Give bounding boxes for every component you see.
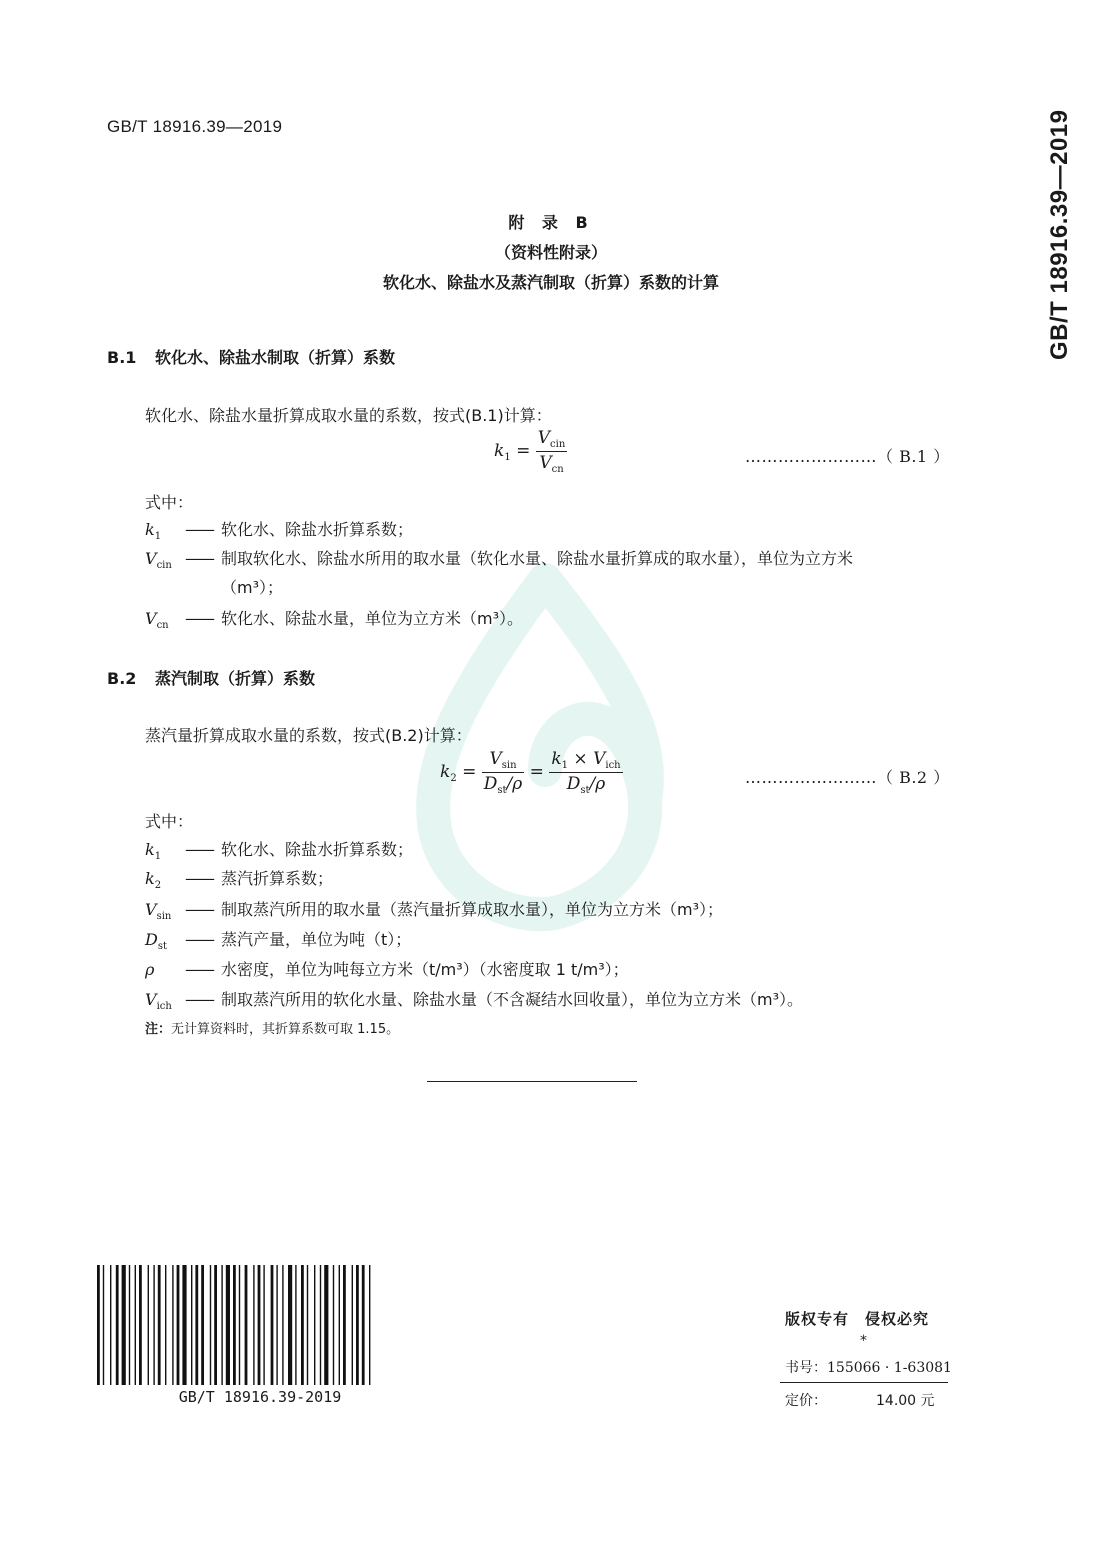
barcode-bar	[221, 1265, 222, 1385]
def-dash: ——	[185, 990, 213, 1009]
barcode-bar	[116, 1265, 119, 1385]
price-rule	[780, 1382, 948, 1383]
barcode-bar	[214, 1265, 217, 1385]
section-title: 蒸汽制取（折算）系数	[155, 669, 316, 688]
barcode-bar	[258, 1265, 261, 1385]
appendix-label: 附 录 B	[508, 213, 594, 232]
def-dash: ——	[185, 549, 213, 568]
def-symbol: ρ	[145, 960, 155, 979]
def-symbol: $k_1$	[145, 840, 162, 862]
barcode-bar	[339, 1265, 340, 1385]
barcode-bar	[110, 1265, 111, 1385]
barcode-bar	[177, 1265, 180, 1385]
barcode-bar	[320, 1265, 321, 1385]
definition-row	[145, 866, 333, 891]
def-text: 软化水、除盐水折算系数；	[221, 520, 414, 539]
def-text: 蒸汽折算系数；	[221, 869, 334, 888]
where-label: 式中：	[145, 812, 194, 831]
barcode-bar	[362, 1265, 365, 1385]
header-code: GB/T 18916.39—2019	[107, 117, 283, 136]
barcode-bar	[276, 1265, 277, 1385]
def-text: （m³）；	[221, 578, 284, 597]
def-dash: ——	[185, 930, 213, 949]
b2-intro: 蒸汽量折算成取水量的系数，按式(B.2)计算：	[145, 726, 472, 745]
eq-var: V	[539, 453, 552, 473]
def-text: 蒸汽产量，单位为吨（t）；	[221, 930, 412, 949]
section-number: B.1	[107, 348, 137, 367]
def-dash: ——	[185, 609, 213, 628]
eq-var: D	[483, 774, 498, 794]
def-symbol: $V_{cin}$	[145, 549, 172, 571]
def-dash: ——	[185, 900, 213, 919]
barcode-bar	[201, 1265, 204, 1385]
definition-continuation	[145, 575, 283, 598]
eq-sub: cn	[551, 464, 564, 475]
def-text: 水密度，单位为吨每立方米（t/m³）（水密度取 1 t/m³）；	[221, 960, 629, 979]
copyright: 版权专有 侵权必究	[785, 1310, 930, 1328]
fraction	[549, 749, 622, 796]
barcode-bar	[122, 1265, 126, 1385]
def-symbol: $V_{cn}$	[145, 609, 169, 631]
barcode-bar	[253, 1265, 254, 1385]
barcode-number: GB/T 18916.39-2019	[178, 1388, 342, 1406]
barcode-bar	[158, 1265, 161, 1385]
equation-number-b2: ……………………（ B.2 ）	[745, 768, 950, 787]
star-mark: *	[860, 1333, 867, 1349]
barcode	[95, 1265, 425, 1385]
barcode-bar	[103, 1265, 104, 1385]
barcode-bar	[369, 1265, 370, 1385]
barcode-bar	[333, 1265, 334, 1385]
barcode-bar	[343, 1265, 346, 1385]
section-b2-heading	[107, 666, 315, 689]
eq-sub: st	[580, 785, 590, 796]
def-dash: ——	[185, 840, 213, 859]
eq-var: k	[551, 749, 562, 769]
barcode-bar	[307, 1265, 308, 1385]
def-text: 制取蒸汽所用的取水量（蒸汽量折算成取水量），单位为立方米（m³）；	[221, 900, 724, 919]
definition-row	[145, 957, 629, 982]
end-rule	[427, 1081, 637, 1082]
eq-var: /ρ	[589, 774, 606, 794]
equation-b2: $k_2$ = $\frac{V_{sin}}{D_{st}/\rho}$ = $\frac{k_1 \times V_{ich}}{D_{st}/\rho}$	[440, 749, 621, 796]
barcode-bar	[153, 1265, 154, 1385]
barcode-bar	[295, 1265, 296, 1385]
barcode-bar	[195, 1265, 198, 1385]
barcode-bar	[263, 1265, 264, 1385]
barcode-bar	[352, 1265, 353, 1385]
barcode-bar	[324, 1265, 328, 1385]
eq-sub: st	[497, 785, 507, 796]
eq-var: /ρ	[506, 774, 523, 794]
definition-row	[145, 606, 523, 631]
def-text: 制取蒸汽所用的软化水量、除盐水量（不含凝结水回收量），单位为立方米（m³）。	[221, 990, 804, 1009]
definition-row	[145, 546, 853, 571]
eq-var: × V	[568, 749, 606, 769]
eq-var: V	[537, 428, 551, 448]
def-symbol: $D_{st}$	[145, 930, 167, 952]
barcode-bar	[233, 1265, 236, 1385]
barcode-bar	[282, 1265, 283, 1385]
side-code	[1038, 105, 1078, 365]
def-dash: ——	[185, 869, 213, 888]
barcode-bar	[97, 1265, 100, 1385]
appendix-title: 软化水、除盐水及蒸汽制取（折算）系数的计算	[382, 273, 719, 292]
def-symbol: $k_1$	[145, 520, 162, 542]
note-text: 无计算资料时，其折算系数可取 1.15。	[171, 1022, 400, 1037]
eq-sub: cin	[550, 439, 566, 450]
eq-sub: 1	[504, 452, 511, 463]
def-dash: ——	[185, 520, 213, 539]
barcode-bar	[226, 1265, 230, 1385]
eq-sub: ich	[605, 760, 621, 771]
def-text: 软化水、除盐水量，单位为立方米（m³）。	[221, 609, 524, 628]
fraction	[482, 749, 525, 796]
definition-row	[145, 927, 411, 952]
b1-intro: 软化水、除盐水量折算成取水量的系数，按式(B.1)计算：	[145, 406, 552, 425]
eq-sub: 2	[450, 773, 457, 784]
where-label: 式中：	[145, 493, 194, 512]
side-code-text: GB/T 18916.39—2019	[1046, 109, 1073, 360]
barcode-bar	[129, 1265, 130, 1385]
barcode-bar	[314, 1265, 315, 1385]
eq-var: V	[489, 749, 502, 769]
definition-row	[145, 897, 723, 922]
def-symbol: $V_{ich}$	[145, 990, 172, 1012]
section-b1-heading	[107, 345, 395, 368]
note-label: 注：	[145, 1022, 172, 1037]
book-number: 书号：155066 · 1-63081	[785, 1360, 952, 1376]
appendix-type: （资料性附录）	[494, 243, 607, 262]
def-dash: ——	[185, 960, 213, 979]
def-symbol: $V_{sin}$	[145, 900, 172, 922]
barcode-bar	[288, 1265, 292, 1385]
note	[145, 1018, 399, 1037]
barcode-bar	[165, 1265, 166, 1385]
eq-var: k	[494, 441, 505, 461]
eq-sub: sin	[501, 760, 517, 771]
section-number: B.2	[107, 669, 137, 688]
equation-number-b1: ……………………（ B.1 ）	[745, 447, 950, 466]
barcode-bar	[182, 1265, 186, 1385]
fraction	[536, 428, 568, 475]
eq-var: k	[440, 762, 451, 782]
equation-b1: $k_1$ = $\frac{V_{cin}}{V_{cn}}$	[494, 428, 566, 475]
definition-row	[145, 987, 803, 1012]
def-text: 软化水、除盐水折算系数；	[221, 840, 414, 859]
eq-var: D	[566, 774, 581, 794]
barcode-bar	[271, 1265, 274, 1385]
barcode-bar	[356, 1265, 359, 1385]
barcode-bar	[172, 1265, 173, 1385]
eq-sub: 1	[561, 760, 569, 771]
definition-row	[145, 517, 413, 542]
barcode-bar	[191, 1265, 192, 1385]
barcode-bar	[239, 1265, 240, 1385]
barcode-bar	[135, 1265, 136, 1385]
definition-row	[145, 837, 413, 862]
price-label: 定价：	[785, 1393, 827, 1409]
barcode-bar	[301, 1265, 304, 1385]
def-text: 制取软化水、除盐水所用的取水量（软化水量、除盐水量折算成的取水量），单位为立方米	[221, 549, 854, 568]
barcode-bar	[245, 1265, 248, 1385]
def-symbol: $k_2$	[145, 869, 162, 891]
price-value: 14.00 元	[876, 1393, 935, 1409]
section-title: 软化水、除盐水制取（折算）系数	[155, 348, 396, 367]
barcode-bar	[139, 1265, 142, 1385]
barcode-bar	[148, 1265, 149, 1385]
barcode-bar	[210, 1265, 211, 1385]
